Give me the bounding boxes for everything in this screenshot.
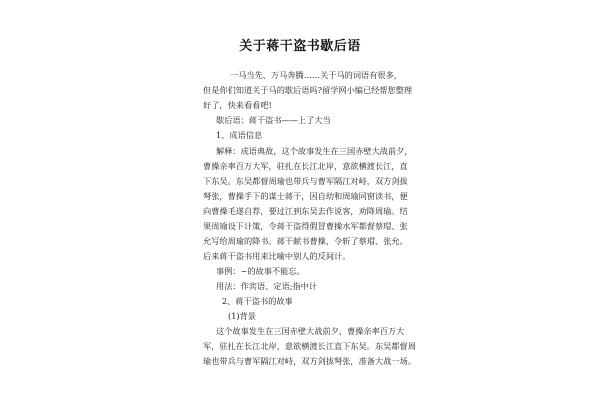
text-line: 事例：~的故事不能忘。: [216, 266, 305, 276]
text-line: 用法：作宾语、定语;指中计: [216, 281, 318, 291]
text-line: 好了，快来看看吧!: [203, 100, 272, 110]
text-line: 军，驻扎在长江北岸，意欲横渡长江直下东吴。东吴都督周: [203, 341, 416, 351]
text-line: 一马当先、万马奔腾……关于马的词语有很多，: [230, 70, 402, 80]
text-line: 下东吴。东吴都督周瑜也带兵与曹军隔江对峙，双方剑拔: [203, 176, 408, 186]
text-line: 向曹操毛遂自荐，要过江到东吴去作说客，劝降周瑜。结: [203, 206, 408, 216]
text-line: 弩张，曹操手下的谋士蒋干，因自幼和周瑜同窗读书，便: [203, 191, 408, 201]
text-line: 曹操亲率百万大军，驻扎在长江北岸，意欲横渡长江，直: [203, 161, 408, 171]
text-line: 后来蒋干盗书用来比喻中别人的反间计。: [203, 251, 351, 261]
text-line: 1、成语信息: [216, 130, 263, 140]
document-title: 关于蒋干盗书歇后语: [239, 39, 361, 54]
text-line: 解释：成语典故，这个故事发生在三国赤壁大战前夕，: [216, 146, 413, 156]
text-line: (1)背景: [228, 311, 256, 321]
text-line: 但是你们知道关于马的歇后语吗?留学网小编已经帮您整理: [203, 85, 413, 95]
text-line: 允写给周瑜的降书。蒋干献书曹操，令斩了蔡瑁、张允。: [203, 236, 408, 246]
text-line: 果周瑜设下计策，令蒋干盗得假冒曹操水军都督蔡瑁、张: [203, 221, 408, 231]
text-line: 歇后语：蒋干盗书——上了大当: [216, 115, 331, 125]
text-line: 这个故事发生在三国赤壁大战前夕，曹操亲率百万大: [216, 326, 405, 336]
text-line: 瑜也带兵与曹军隔江对峙，双方剑拔弩张，准备大战一场。: [203, 356, 416, 366]
text-line: 2、蒋干盗书的故事: [222, 296, 293, 306]
